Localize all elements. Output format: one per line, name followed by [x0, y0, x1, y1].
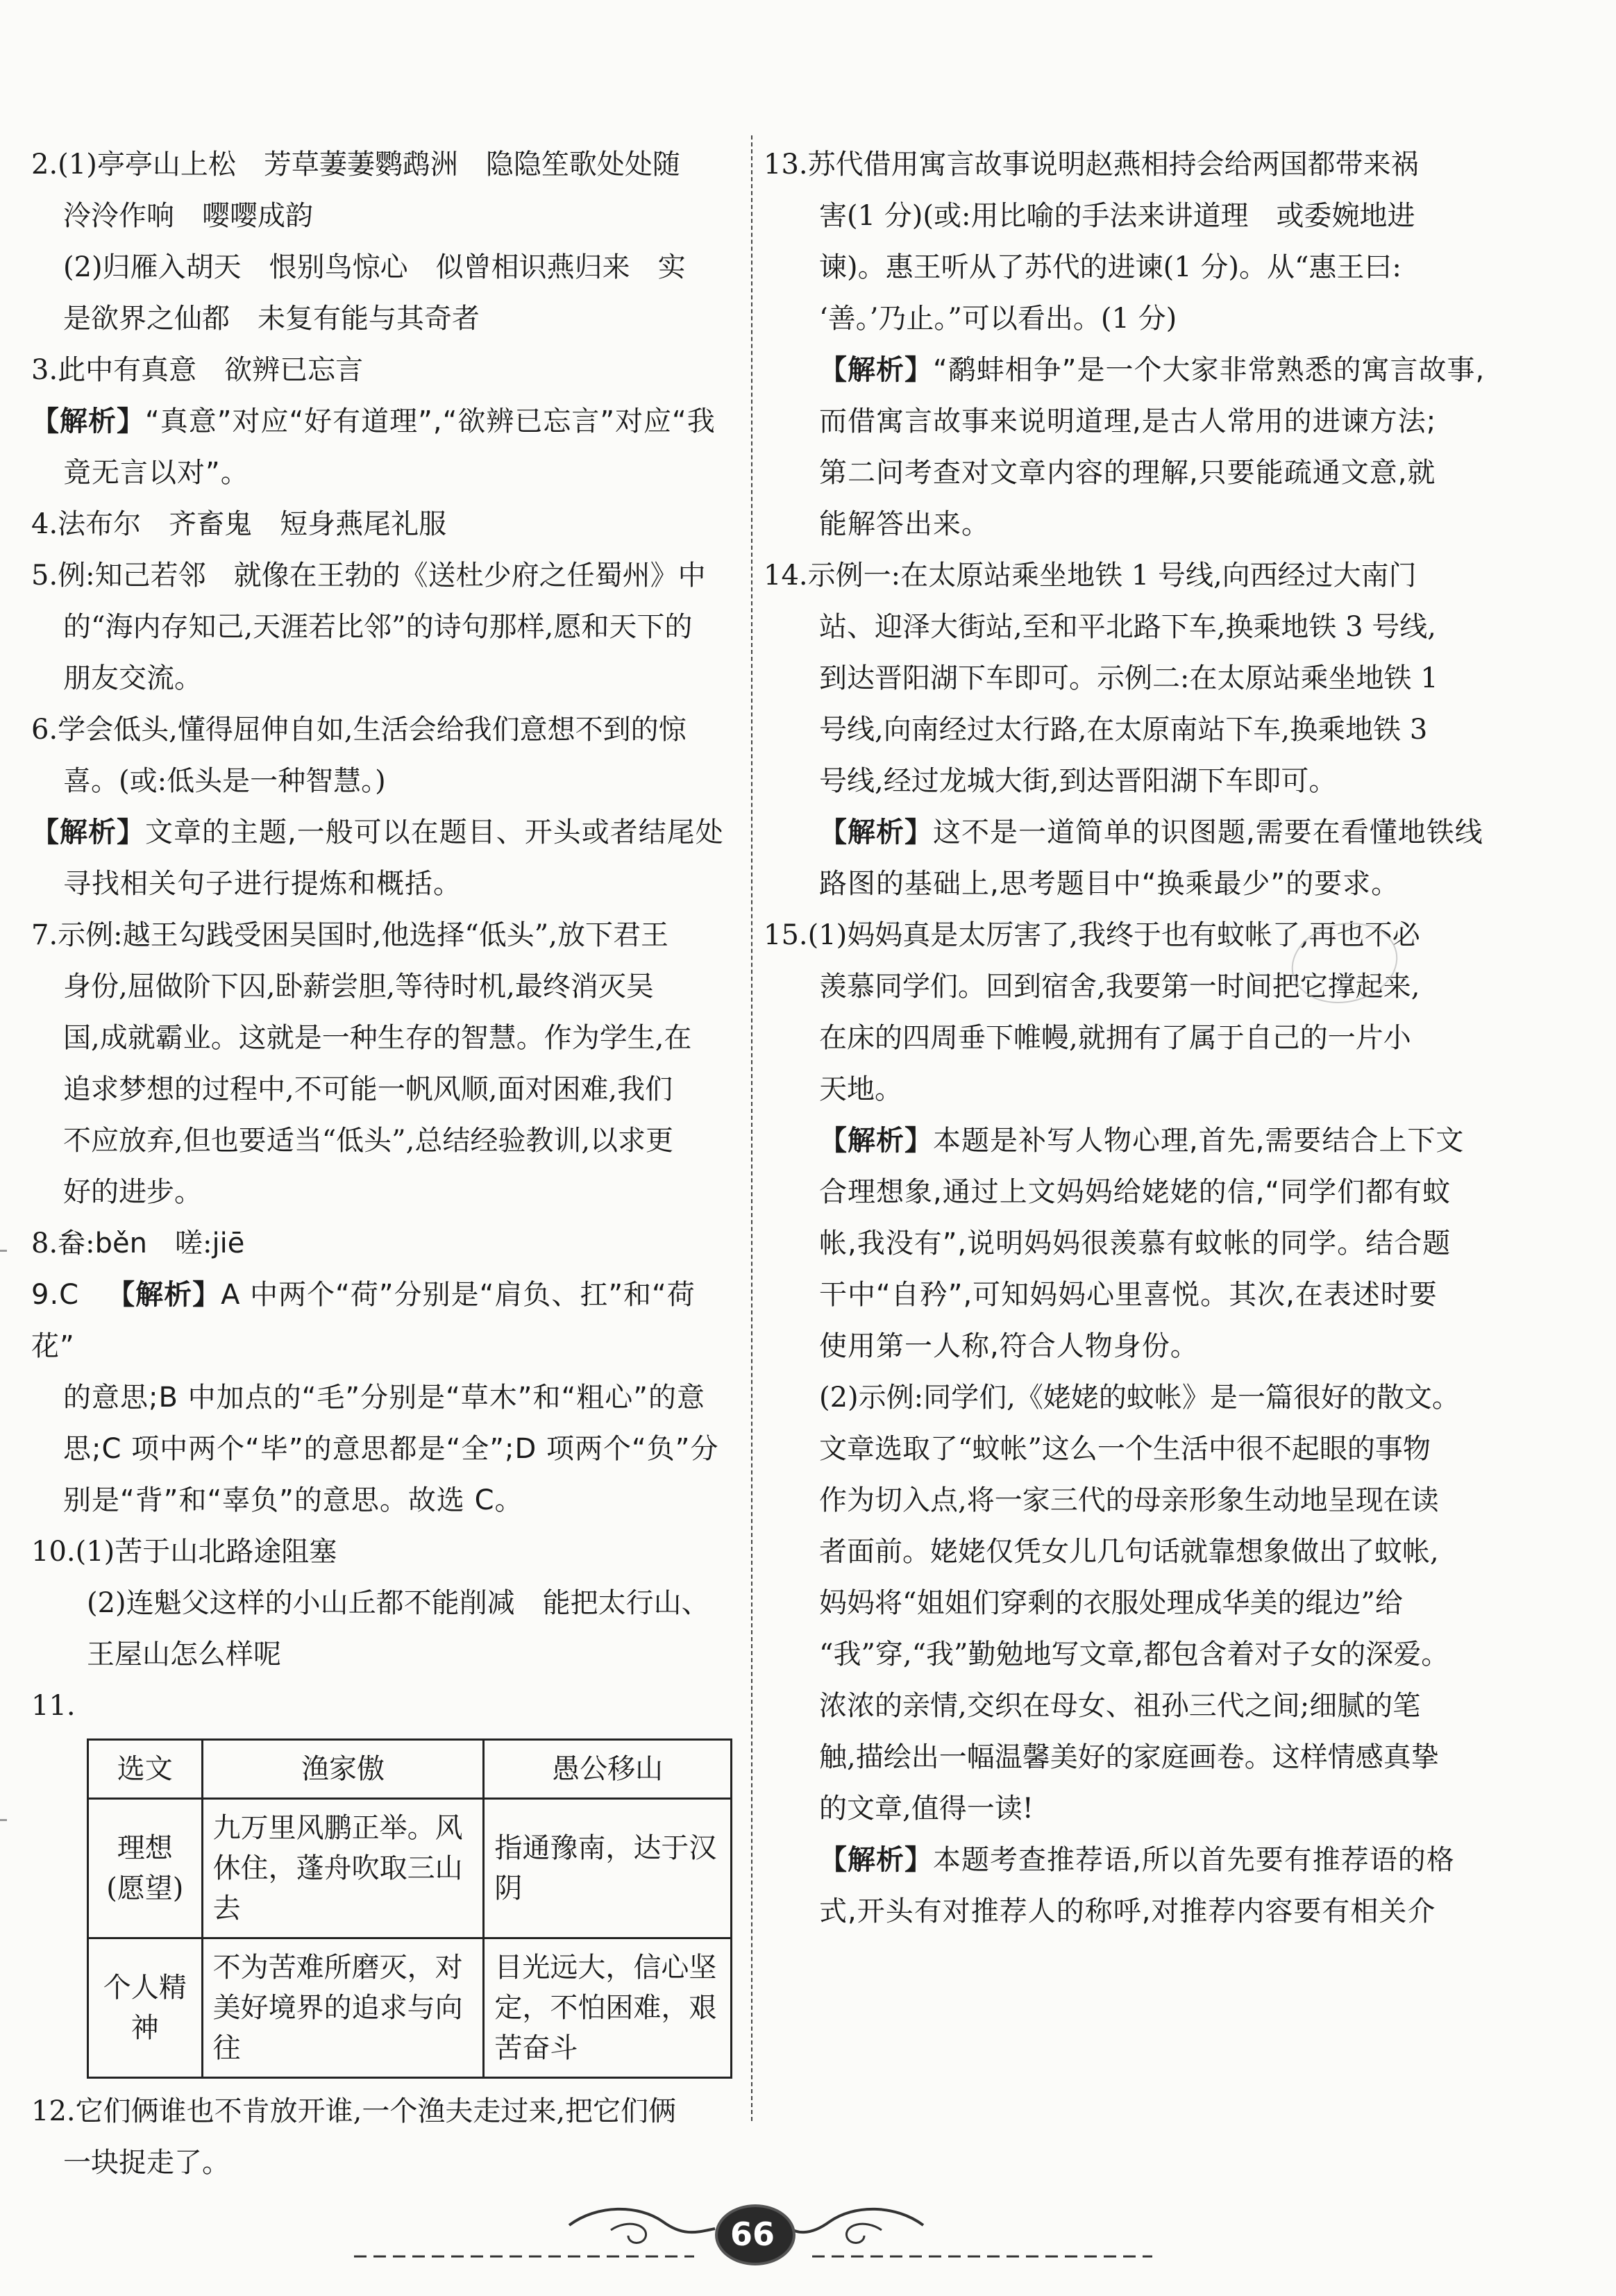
analysis-text: 本题考查推荐语,所以首先要有推荐语的格 — [933, 1844, 1455, 1876]
answer-7 — [31, 910, 732, 1218]
analysis-tag: 【解析】 — [31, 405, 145, 437]
footer-curl-right — [846, 2224, 882, 2243]
answer-line: 的“海内存知己,天涯若比邻”的诗句那样,愿和天下的 — [63, 611, 693, 643]
answer-line: 害(1 分)(或:用比喻的手法来讲道理 或委婉地进 — [819, 200, 1415, 232]
table-cell: 指通豫南，达于汉阴 — [484, 1799, 732, 1938]
analysis-tag: 【解析】 — [819, 1844, 933, 1876]
answer-line: 号线,经过龙城大街,到达晋阳湖下车即可。 — [819, 765, 1337, 797]
analysis-line: 式,开头有对推荐人的称呼,对推荐内容要有相关介 — [819, 1895, 1436, 1927]
analysis — [764, 344, 1616, 396]
analysis-text: 文章的主题,一般可以在题目、开头或者结尾处 — [145, 816, 724, 848]
table-cell: 目光远大，信心坚定，不怕困难，艰苦奋斗 — [484, 1938, 732, 2078]
analysis-line: 帐,我没有”,说明妈妈很羡慕有蚊帐的同学。结合题 — [819, 1227, 1451, 1259]
answer-14 — [764, 550, 1616, 910]
answer-line: 者面前。姥姥仅凭女儿几句话就靠想象做出了蚊帐, — [819, 1536, 1439, 1568]
table-header-cell: 愚公移山 — [484, 1740, 732, 1799]
answer-line: 是欲界之仙都 未复有能与其奇者 — [63, 303, 480, 335]
answer-11 — [31, 1680, 732, 2079]
answer-line: 羡慕同学们。回到宿舍,我要第一时间把它撑起来, — [819, 971, 1420, 1003]
comparison-table — [87, 1738, 732, 2079]
answer-line: 文章选取了“蚊帐”这么一个生活中很不起眼的事物 — [819, 1433, 1431, 1465]
right-column — [764, 139, 1616, 1937]
analysis-line: 第二问考查对文章内容的理解,只要能疏通文意,就 — [819, 457, 1436, 489]
answer-line — [31, 1218, 732, 1269]
footer-ornament — [0, 2187, 1616, 2270]
analysis — [764, 807, 1616, 858]
table-row-label: 理想(愿望) — [88, 1799, 203, 1938]
answer-line: 好的进步。 — [63, 1176, 202, 1208]
answer-line: 不应放弃,但也要适当“低头”,总结经验教训,以求更 — [63, 1125, 674, 1157]
answer-line: 4.法布尔 齐畜鬼 短身燕尾礼服 — [31, 508, 447, 540]
answer-line: 作为切入点,将一家三代的母亲形象生动地呈现在读 — [819, 1484, 1439, 1516]
analysis — [31, 807, 732, 858]
footer-swirl-left — [569, 2209, 715, 2232]
answer-line: (2)归雁入胡天 恨别鸟惊心 似曾相识燕归来 实 — [63, 251, 686, 283]
answer-line: 朋友交流。 — [63, 662, 202, 694]
analysis-line: 干中“自矜”,可知妈妈心里喜悦。其次,在表述时要 — [819, 1279, 1438, 1311]
margin-tick — [0, 1250, 7, 1252]
answer-line: 6.学会低头,懂得屈伸自如,生活会给我们意想不到的惊 — [31, 714, 687, 746]
answer-line: 到达晋阳湖下车即可。示例二:在太原站乘坐地铁 1 — [819, 662, 1438, 694]
table-cell: 不为苦难所磨灭，对美好境界的追求与向往 — [202, 1938, 484, 2078]
answer-9 — [31, 1269, 732, 1526]
answer-line: ‘善。’乃止。”可以看出。(1 分) — [819, 303, 1177, 335]
answer-line: (2)示例:同学们,《姥姥的蚊帐》是一篇很好的散文。 — [819, 1382, 1460, 1414]
answer-line: 在床的四周垂下帷幔,就拥有了属于自己的一片小 — [819, 1022, 1411, 1054]
char-label: 8.畚: — [31, 1227, 95, 1259]
analysis-tag: 【解析】 — [107, 1279, 221, 1311]
answer-10 — [31, 1526, 732, 1680]
answer-line: 触,描绘出一幅温馨美好的家庭画卷。这样情感真挚 — [819, 1741, 1439, 1773]
analysis-text: “真意”对应“好有道理”,“欲辨已忘言”对应“我 — [145, 405, 716, 437]
answer-15 — [764, 910, 1616, 1937]
analysis-text: “鹬蚌相争”是一个大家非常熟悉的寓言故事, — [933, 354, 1485, 386]
pinyin: jiē — [212, 1227, 245, 1259]
answer-line: 浓浓的亲情,交织在母女、祖孙三代之间;细腻的笔 — [819, 1690, 1421, 1722]
answer-12 — [31, 2086, 732, 2188]
analysis-tag: 【解析】 — [819, 1125, 933, 1157]
answer-line: 妈妈将“姐姐们穿剩的衣服处理成华美的绲边”给 — [819, 1587, 1403, 1619]
answer-line: 谏)。惠王听从了苏代的进谏(1 分)。从“惠王曰: — [819, 251, 1402, 283]
answer-4 — [31, 498, 732, 550]
table-header-row — [88, 1740, 732, 1799]
answer-line: 12.它们俩谁也不肯放开谁,一个渔夫走过来,把它们俩 — [31, 2095, 677, 2127]
answer-line: 王屋山怎么样呢 — [87, 1639, 281, 1670]
answer-6 — [31, 704, 732, 910]
answer-line: 13.苏代借用寓言故事说明赵燕相持会给两国都带来祸 — [764, 149, 1419, 181]
answer-line: 站、迎泽大街站,至和平北路下车,换乘地铁 3 号线, — [819, 611, 1437, 643]
analysis — [764, 1834, 1616, 1886]
column-divider — [751, 135, 752, 2121]
answer-13 — [764, 139, 1616, 550]
analysis-line: 竟无言以对”。 — [63, 457, 249, 489]
footer-swirl-right — [791, 2209, 923, 2232]
analysis-line: 别是“背”和“辜负”的意思。故选 C。 — [63, 1484, 523, 1516]
answer-line: 追求梦想的过程中,不可能一帆风顺,面对困难,我们 — [63, 1073, 673, 1105]
answer-line: 2.(1)亭亭山上松 芳草萋萋鹦鹉洲 隐隐笙歌处处随 — [31, 149, 680, 181]
analysis-line: 的意思;B 中加点的“毛”分别是“草木”和“粗心”的意 — [63, 1382, 705, 1414]
analysis-tag: 【解析】 — [819, 354, 933, 386]
answer-line: 身份,屈做阶下囚,卧薪尝胆,等待时机,最终消灭吴 — [63, 971, 654, 1003]
answer-line: 3.此中有真意 欲辨已忘言 — [31, 354, 364, 386]
answer-line: 15.(1)妈妈真是太厉害了,我终于也有蚊帐了,再也不必 — [764, 919, 1420, 951]
answer-3 — [31, 344, 732, 498]
table-row-label: 个人精神 — [88, 1938, 203, 2078]
table-row — [88, 1938, 732, 2078]
table-row — [88, 1799, 732, 1938]
analysis-line: 合理想象,通过上文妈妈给姥姥的信,“同学们都有蚊 — [819, 1176, 1451, 1208]
analysis — [764, 1115, 1616, 1166]
answer-line: 国,成就霸业。这就是一种生存的智慧。作为学生,在 — [63, 1022, 692, 1054]
analysis-line: 思;C 项中两个“毕”的意思都是“全”;D 项两个“负”分 — [63, 1433, 719, 1465]
analysis-tag: 【解析】 — [31, 816, 145, 848]
answer-line: 的文章,值得一读! — [819, 1793, 1034, 1825]
analysis-text: A 中两个“荷”分别是“肩负、扛”和“荷花” — [31, 1279, 696, 1362]
analysis-line: 能解答出来。 — [819, 508, 990, 540]
answer-line: 11. — [31, 1690, 76, 1722]
answer-line: 7.示例:越王勾践受困吴国时,他选择“低头”,放下君王 — [31, 919, 668, 951]
footer-curl-left — [611, 2224, 646, 2243]
answer-line: 5.例:知己若邻 就像在王勃的《送杜少府之任蜀州》中 — [31, 560, 706, 592]
analysis-line: 寻找相关句子进行提炼和概括。 — [63, 868, 462, 900]
answer-line: 喜。(或:低头是一种智慧。) — [63, 765, 386, 797]
analysis-tag: 【解析】 — [819, 816, 933, 848]
char-label: 嗟: — [175, 1227, 212, 1259]
answer-2 — [31, 139, 732, 344]
answer-line — [31, 1269, 732, 1372]
table-header-cell: 选文 — [88, 1740, 203, 1799]
left-column — [31, 139, 732, 2188]
analysis-line: 路图的基础上,思考题目中“换乘最少”的要求。 — [819, 868, 1400, 900]
analysis-text: 本题是补写人物心理,首先,需要结合上下文 — [933, 1125, 1465, 1157]
answer-line: 一块捉走了。 — [63, 2147, 230, 2179]
answer-line: 10.(1)苦于山北路途阻塞 — [31, 1536, 337, 1568]
answer-line: 泠泠作响 嘤嘤成韵 — [63, 200, 313, 232]
pinyin: běn — [94, 1227, 147, 1259]
table-header-cell: 渔家傲 — [202, 1740, 484, 1799]
analysis-line: 使用第一人称,符合人物身份。 — [819, 1330, 1199, 1362]
answer-line: 天地。 — [819, 1073, 902, 1105]
answer-choice: 9.C — [31, 1279, 80, 1311]
answer-line: (2)连魁父这样的小山丘都不能削减 能把太行山、 — [87, 1587, 709, 1619]
table-cell: 九万里风鹏正举。风休住，蓬舟吹取三山去 — [202, 1799, 484, 1938]
answer-8 — [31, 1218, 732, 1269]
answer-line: 14.示例一:在太原站乘坐地铁 1 号线,向西经过大南门 — [764, 560, 1417, 592]
margin-tick — [0, 1819, 7, 1821]
analysis-line: 而借寓言故事来说明道理,是古人常用的进谏方法; — [819, 405, 1437, 437]
analysis-text: 这不是一道简单的识图题,需要在看懂地铁线 — [933, 816, 1483, 848]
page-number: 66 — [730, 2215, 775, 2253]
answer-line: “我”穿,“我”勤勉地写文章,都包含着对子女的深爱。 — [819, 1639, 1449, 1670]
answer-5 — [31, 550, 732, 704]
answer-line: 号线,向南经过太行路,在太原南站下车,换乘地铁 3 — [819, 714, 1428, 746]
analysis — [31, 396, 732, 447]
